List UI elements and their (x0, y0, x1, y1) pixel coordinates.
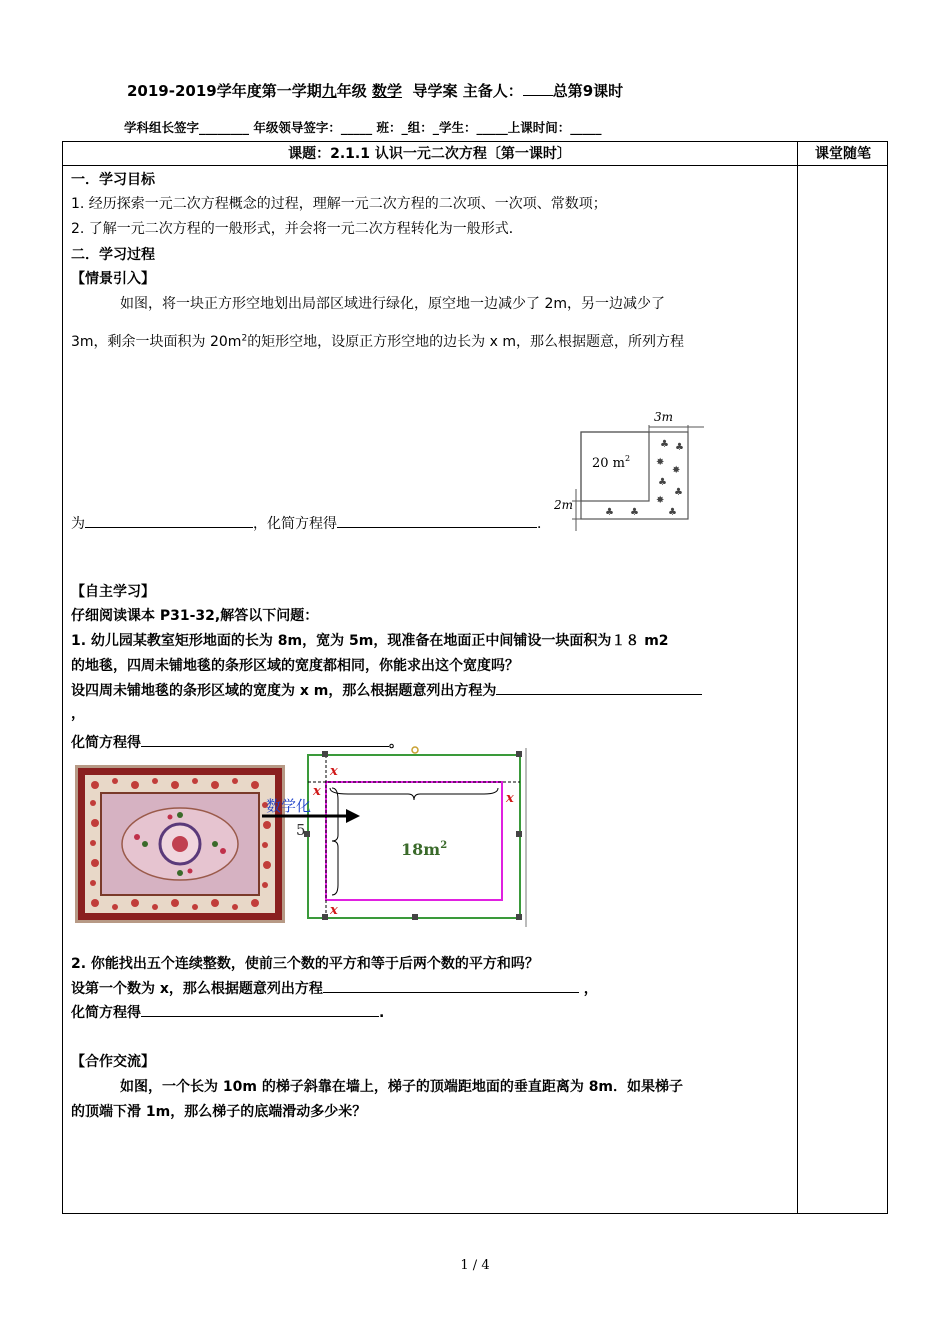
table-divider-horizontal (62, 165, 888, 166)
carpet-photo (75, 765, 285, 923)
doc-header-line1: 2019-2019学年度第一学期九年级 数学 导学案 主备人： 总第9课时 (127, 82, 624, 100)
question-1-line-2: 的地毯，四周未铺地毯的条形区域的宽度都相同，你能求出这个宽度吗？ (71, 658, 519, 674)
scene-paragraph-1: 如图，将一块正方形空地划出局部区域进行绿化，原空地一边减少了 2m，另一边减少了 (120, 296, 665, 312)
question-1-comma: ， (71, 706, 85, 722)
x-label-left: x (313, 784, 321, 799)
mathify-label: 数学化 (266, 797, 312, 815)
svg-text:♣: ♣ (658, 477, 667, 488)
question-1-line-1: 1. 幼儿园某教室矩形地面的长为 8m，宽为 5m，现准备在地面正中间铺设一块面积为１８ m2 (71, 633, 669, 649)
carpet-diagram (258, 745, 530, 930)
page-number: 1 / 4 (460, 1258, 490, 1273)
question-2-line-3: 化简方程得 . (71, 1005, 385, 1021)
square-plot-figure (550, 405, 710, 535)
x-label-bottom: x (330, 903, 338, 918)
fig1-left-label: 2m (554, 498, 574, 512)
x-label-right: x (506, 791, 514, 806)
question-1-line-3: 设四周未铺地毯的条形区域的宽度为 x m，那么根据题意列出方程为 (71, 680, 702, 700)
section-heading-process: 二．学习过程 (71, 247, 155, 263)
self-study-heading: 【自主学习】 (71, 584, 155, 600)
question-2-line-2: 设第一个数为 x，那么根据题意列出方程 ， (71, 981, 598, 997)
goal-item-1: 1. 经历探索一元二次方程概念的过程，理解一元二次方程的二次项、一次项、常数项； (71, 196, 607, 212)
svg-text:✸: ✸ (656, 495, 665, 506)
fig1-top-label: 3m (654, 410, 674, 424)
coop-paragraph-1: 如图，一个长为 10m 的梯子斜靠在墙上，梯子的顶端距地面的垂直距离为 8m．如果梯子 (120, 1079, 684, 1095)
scene-answer-line: 为 ，化简方程得 ． (71, 516, 551, 532)
self-study-intro: 仔细阅读课本 P31-32,解答以下问题： (71, 608, 319, 624)
scene-paragraph-2: 3m，剩余一块面积为 $20m^2$的矩形空地，设原正方形空地的边长为 x m，那么根据题意，所列方程 (71, 333, 685, 350)
table-divider-vertical (797, 141, 798, 1214)
goal-item-2: 2. 了解一元二次方程的一般形式，并会将一元二次方程转化为一般形式． (71, 221, 523, 237)
section-heading-goals: 一．学习目标 (71, 172, 155, 188)
svg-text:♣: ♣ (668, 507, 677, 518)
svg-text:♣: ♣ (674, 487, 683, 498)
svg-text:♣: ♣ (660, 439, 669, 450)
question-2-line-1: 2. 你能找出五个连续整数，使前三个数的平方和等于后两个数的平方和吗？ (71, 956, 539, 972)
lesson-title: 课题：2.1.1 认识一元二次方程〔第一课时〕 (288, 146, 571, 162)
scene-heading: 【情景引入】 (71, 271, 155, 287)
svg-text:♣: ♣ (605, 507, 614, 518)
notes-column-header: 课堂随笔 (815, 146, 871, 162)
carpet-area-label: $18m^2$ (401, 840, 448, 859)
svg-text:♣: ♣ (675, 442, 684, 453)
doc-header-line2: 学科组长签字________ 年级领导签字：_____ 班：_组：_学生：_____上课时间：_____ (124, 120, 602, 135)
coop-heading: 【合作交流】 (71, 1054, 155, 1070)
fig1-area-label: 20 $m^2$ (592, 454, 631, 471)
question-1-line-4: 化简方程得 。 (71, 735, 403, 751)
x-label-top: x (330, 764, 338, 779)
tree-marks (605, 439, 684, 518)
svg-text:✸: ✸ (672, 465, 681, 476)
coop-paragraph-2: 的顶端下滑 1m，那么梯子的底端滑动多少米？ (71, 1104, 367, 1120)
width-label: 5 (296, 821, 306, 839)
svg-text:✸: ✸ (656, 457, 665, 468)
svg-text:♣: ♣ (630, 507, 639, 518)
room-rectangle (308, 755, 520, 918)
